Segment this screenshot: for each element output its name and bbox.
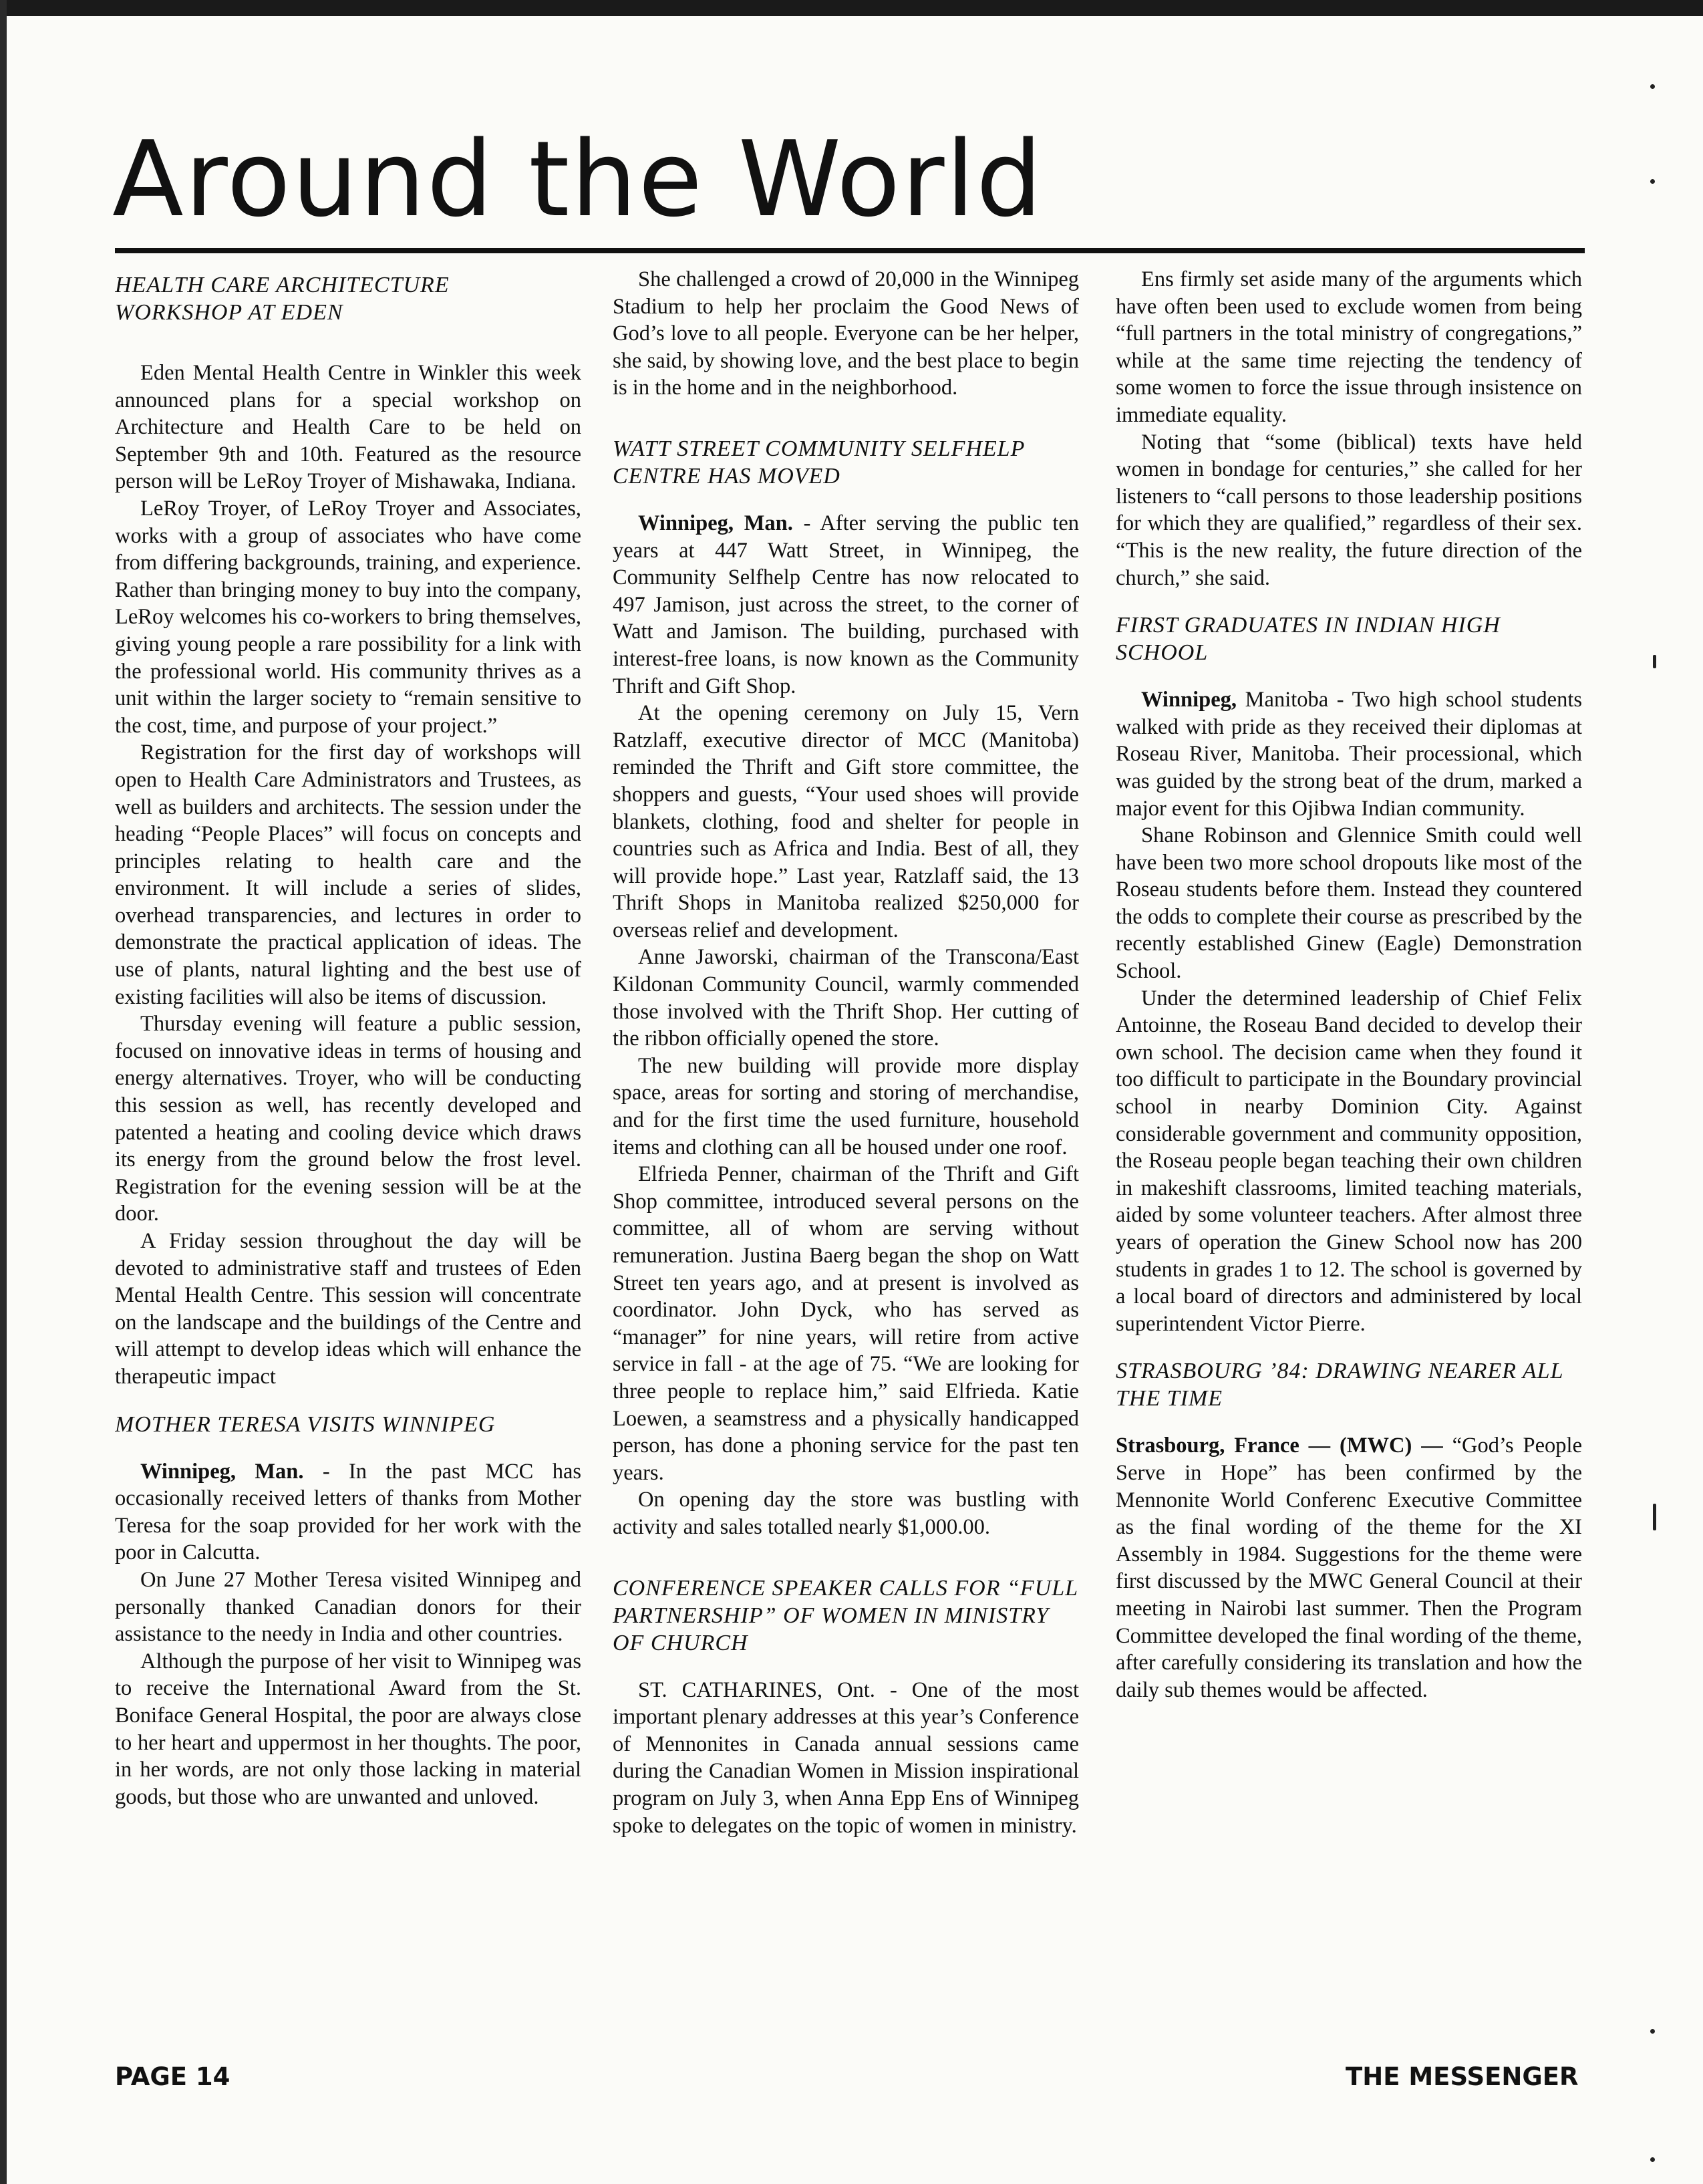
page-title: Around the World <box>112 118 1044 240</box>
dateline: Strasbourg, France — (MWC) — <box>1116 1434 1443 1458</box>
article-paragraph: Elfrieda Penner, chairman of the Thrift and Gift Shop committee, introduced several persons on the committee, all of whom are serving without remuneration. Justina Baerg began the shop on Watt Street ten years ago, and at present is involved as coordinator. John Dyck, who has served as “manager” for nine years, will retire from active service in fall - at the age of 75. “We are looking for three people to replace him,” said Elfrieda. Katie Loewen, a seamstress and a physically handicapped person, has done a phoning service for the past ten years. <box>613 1162 1079 1485</box>
article-paragraph: The new building will provide more display space, areas for sorting and storing of merchandise, and for the first time the used furniture, household items and clothing can all be housed under one roof. <box>613 1053 1079 1159</box>
article-paragraph: Shane Robinson and Glennice Smith could well have been two more school dropouts like most of the Roseau students before them. Instead they countered the odds to complete their course as prescribed by the recently established Ginew (Eagle) Demonstration School. <box>1116 823 1582 984</box>
scan-mark <box>1650 2029 1655 2034</box>
article-paragraph: LeRoy Troyer, of LeRoy Troyer and Associates, works with a group of associates who have come from differing backgrounds, training, and experience. Rather than bringing money to buy into the company, LeRoy welcomes his co-workers to bring themselves, giving young people a rare possibility for a link with the professional world. His community thrives as a unit within the larger society to “remain sensitive to the cost, time, and purpose of your project.” <box>115 496 581 738</box>
article-heading: FIRST GRADUATES IN INDIAN HIGH SCHOOL <box>1116 613 1501 666</box>
article-paragraph: On opening day the store was bustling with activity and sales totalled nearly $1,000.00. <box>613 1488 1079 1539</box>
page-left-edge <box>0 0 7 2184</box>
article-paragraph <box>613 510 1079 700</box>
scan-mark <box>1650 179 1655 184</box>
article-paragraph: Noting that “some (biblical) texts have held women in bondage for centuries,” she called for her listeners to “call persons to those leadership positions for which they are qualified,” regardless of their sex. “This is the new reality, the future direction of the church,” she said. <box>1116 430 1582 590</box>
article-paragraph <box>1116 686 1582 822</box>
article-paragraph: Thursday evening will feature a public session, focused on innovative ideas in terms of housing and energy alternatives. Troyer, who will be conducting this session as well, has recently developed and patented a heating and cooling device which draws its energy from the ground below the frost level. Registration for the evening session will be at the door. <box>115 1012 581 1226</box>
article-paragraph: At the opening ceremony on July 15, Vern Ratzlaff, executive director of MCC (Manitoba) reminded the Thrift and Gift store committee, the shoppers and guests, “Your used shoes will provide blankets, clothing, food and shelter for people in countries such as Africa and India. Best of all, they will provide hope.” Last year, Ratzlaff said, the 13 Thrift Shops in Manitoba realized $250,000 for overseas relief and development. <box>613 701 1079 942</box>
article-heading: WATT STREET COMMUNITY SELFHELP CENTRE HAS MOVED <box>613 436 1025 489</box>
page-number: PAGE 14 <box>115 2062 230 2091</box>
article-paragraph: On June 27 Mother Teresa visited Winnipeg and personally thanked Canadian donors for their assistance to the needy in India and other countries. <box>115 1567 581 1647</box>
article-paragraph: Under the determined leadership of Chief Felix Antoinne, the Roseau Band decided to develop their own school. The decision came when they found it too difficult to participate in the Boundary provincial school in nearby Dominion City. Against considerable government and community opposition, the Roseau people began teaching their own children in makeshift classrooms, limited teaching materials, aided by some volunteer teachers. After almost three years of operation the Ginew School now has 200 students in grades 1 to 12. The school is governed by a local board of directors and administered by local superintendent Victor Pierre. <box>1116 986 1582 1336</box>
scan-mark <box>1650 2157 1655 2162</box>
page-top-edge <box>0 0 1703 16</box>
article-paragraph: Registration for the first day of workshops will open to Health Care Administrators and Trustees, as well as builders and architects. The session under the heading “People Places” will focus on concepts and principles relating to health care and the environment. It will include a series of slides, overhead transparencies, and lectures in order to demonstrate the practical application of ideas. The use of plants, natural lighting and the best use of existing facilities will also be items of discussion. <box>115 740 581 1009</box>
article-paragraph: Anne Jaworski, chairman of the Transcona/East Kildonan Community Council, warmly commended those involved with the Thrift Shop. Her cutting of the ribbon officially opened the store. <box>613 945 1079 1051</box>
article-paragraph: ST. CATHARINES, Ont. - One of the most important plenary addresses at this year’s Conference of Mennonites in Canada annual sessions came during the Canadian Women in Mission inspirational program on July 3, when Anna Epp Ens of Winnipeg spoke to delegates on the topic of women in ministry. <box>613 1677 1079 1838</box>
scan-mark <box>1650 84 1655 89</box>
article-paragraph: Eden Mental Health Centre in Winkler this week announced plans for a special workshop on Architecture and Health Care to be held on September 9th and 10th. Featured as the resource person will be LeRoy Troyer of Mishawaka, Indiana. <box>115 361 581 494</box>
column-3 <box>1116 266 1582 2057</box>
article-text: - After serving the public ten years at 447 Watt Street, in Winnipeg, the Community Selfhelp Centre has now relocated to 497 Jamison, just across the street, to the corner of Watt and Jamison. The building, purchased with interest-free loans, is now known as the Community Thrift and Gift Shop. <box>613 511 1079 698</box>
article-paragraph <box>1116 1432 1582 1703</box>
article-paragraph <box>115 1458 581 1566</box>
article-heading: STRASBOURG ’84: DRAWING NEARER ALL THE TIME <box>1116 1359 1563 1411</box>
dateline: Winnipeg, <box>1141 688 1237 712</box>
article-heading: CONFERENCE SPEAKER CALLS FOR “FULL PARTNERSHIP” OF WOMEN IN MINISTRY OF CHURCH <box>613 1575 1078 1655</box>
article-paragraph: Although the purpose of her visit to Winnipeg was to receive the International Award from the St. Boniface General Hospital, the poor are always close to her heart and uppermost in her thoughts. The poor, in her words, are not only those lacking in material goods, but those who are unwanted and unloved. <box>115 1649 581 1809</box>
scan-mark <box>1653 655 1656 668</box>
scan-mark <box>1653 1504 1656 1530</box>
dateline: Winnipeg, Man. <box>140 1459 304 1484</box>
article-heading: HEALTH CARE ARCHITECTURE WORKSHOP AT EDEN <box>115 273 450 325</box>
column-2 <box>613 266 1079 2057</box>
article-heading: MOTHER TERESA VISITS WINNIPEG <box>115 1411 496 1437</box>
article-text: - In the past MCC has occasionally received letters of thanks from Mother Teresa for the soap provided for her work with the poor in Calcutta. <box>115 1459 581 1565</box>
article-paragraph: She challenged a crowd of 20,000 in the Winnipeg Stadium to help her proclaim the Good News of God’s love to all people. Everyone can be her helper, she said, by showing love, and the best place to begin is in the home and in the neighborhood. <box>613 267 1079 400</box>
title-rule <box>115 248 1585 253</box>
publication-name: THE MESSENGER <box>1346 2062 1579 2091</box>
article-text: Manitoba - Two high school students walked with pride as they received their diplomas at Roseau River, Manitoba. Their processional, which was guided by the strong beat of the drum, marked a major event for this Ojibwa Indian community. <box>1116 688 1582 821</box>
article-paragraph: Ens firmly set aside many of the arguments which have often been used to exclude women from being “full partners in the total ministry of congregations,” while at the same time rejecting the tendency of some women to force the issue through insistence on immediate equality. <box>1116 267 1582 427</box>
article-paragraph: A Friday session throughout the day will be devoted to administrative staff and trustees of Eden Mental Health Centre. This session will concentrate on the landscape and the buildings of the Centre and will attempt to develop ideas which will enhance the therapeutic impact <box>115 1229 581 1389</box>
dateline: Winnipeg, Man. <box>638 511 793 535</box>
column-1 <box>115 266 581 2057</box>
article-text: “God’s People Serve in Hope” has been confirmed by the Mennonite World Conferenc Executive Committee as the final wording of the theme for the XI Assembly in 1984. Suggestions for the theme were first discussed by the MWC General Council at their meeting in Nairobi last summer. Then the Program Committee developed the final wording of the theme, after carefully considering its translation and how the daily sub themes would be affected. <box>1116 1434 1582 1702</box>
